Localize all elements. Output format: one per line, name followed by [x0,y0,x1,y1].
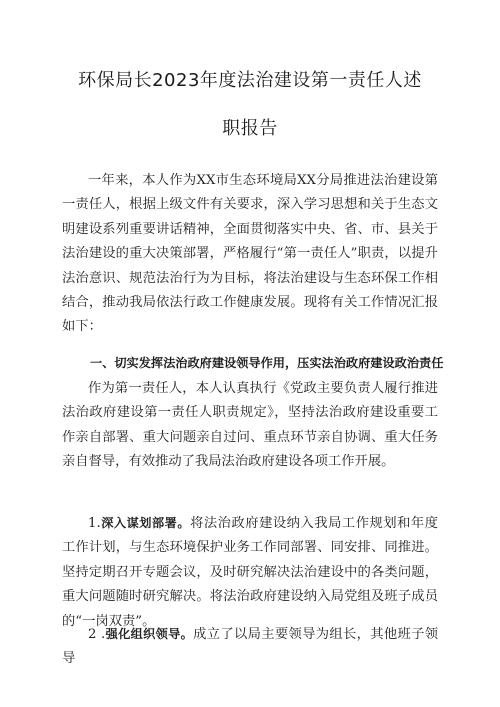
item-2-paragraph [62,622,438,672]
item-1-paragraph [62,511,438,634]
item-2-lead: 强化组织领导。 [105,627,194,641]
section-1-heading: 一、切实发挥法治政府建设领导作用，压实法治政府建设政治责任 [90,356,444,370]
item-2-number: 2 . [88,627,106,642]
item-1-number: 1. [88,516,101,531]
item-1-body: 将法治政府建设纳入我局工作规划和年度工作计划，与生态环境保护业务工作同部署、同安排、同推进。坚持定期召开专题会议，及时研究解决法治建设中的各类问题，重大问题随时研究解决。将法治政府建设纳入局党组及班子成员的“一岗双责”。 [62,516,439,629]
item-2-body: 成立了以局主要领导为组长，其他班子领导 [62,627,439,667]
document-title-line-2: 职报告 [222,118,278,139]
section-1-body: 作为第一责任人，本人认真执行《党政主要负责人履行推进法治政府建设第一责任人职责规定》，坚持法治政府建设重要工作亲自部署、重大问题亲自过问、重点环节亲自协调、重大任务亲自督导，有效推动了我局法治政府建设各项工作开展。 [62,381,438,470]
item-1-lead: 深入谋划部署。 [100,516,191,530]
document-title-line-1: 环保局长2023年度法治建设第一责任人述 [78,70,422,91]
intro-paragraph: 一年来，本人作为XX市生态环境局XX分局推进法治建设第一责任人，根据上级文件有关要求，深入学习思想和关于生态文明建设系列重要讲话精神，全面贯彻落实中央、省、市、县关于法治建设的重大决策部署，严格履行“第一责任人”职责，以提升法治意识、规范法治行为为目标，将法治建设与生态环保工作相结合，推动我局依法行政工作健康发展。现将有关工作情况汇报如下： [62,173,438,335]
